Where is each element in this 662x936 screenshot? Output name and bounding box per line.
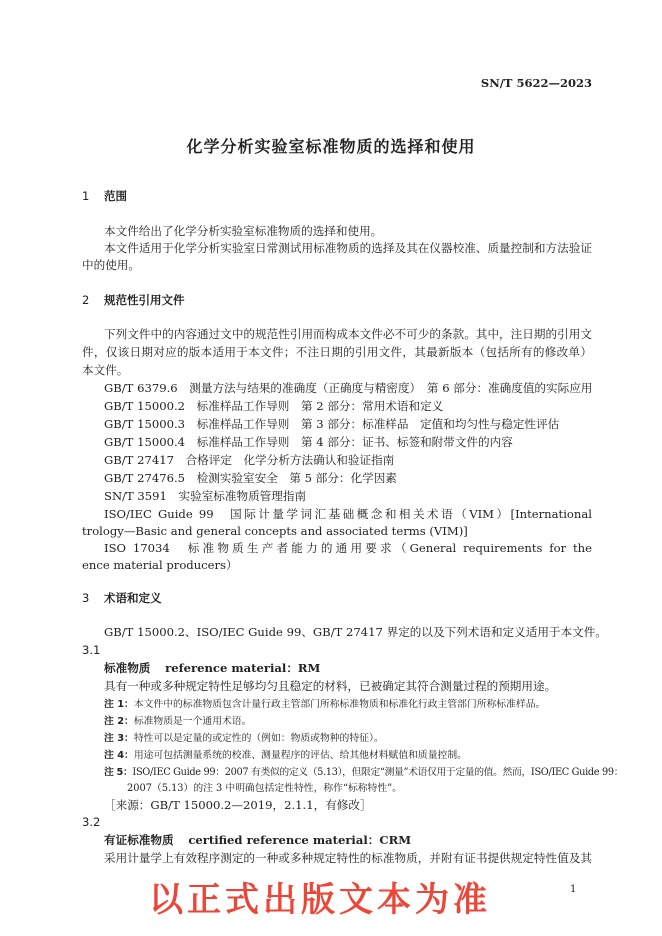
note-label: 注 1： <box>104 699 134 710</box>
paragraph-line: 本文件。 <box>82 363 129 377</box>
section-number: 1 <box>82 189 90 203</box>
paragraph-line: GB/T 15000.2、ISO/IEC Guide 99、GB/T 27417 界定的以及下列术语和定义适用于本文件。 <box>104 625 607 639</box>
note-5-continuation: 2007（5.13）的注 3 中明确包括定性特性，称作“标称特性”。 <box>127 783 402 794</box>
reference-item: ISO 17034 标准物质生产者能力的通用要求（General requirements for the <box>104 541 592 555</box>
term-heading <box>104 832 592 849</box>
reference-item-continuation: ence material producers） <box>82 558 238 572</box>
reference-item: GB/T 15000.3 标准样品工作导则 第 3 部分：标准样品 定值和均匀性与稳定性评估 <box>104 417 560 431</box>
term-en: reference material：RM <box>165 661 321 675</box>
note-2 <box>104 713 592 730</box>
term-source: ［来源：GB/T 15000.2—2019，2.1.1，有修改］ <box>104 798 372 812</box>
note-label: 注 2： <box>104 716 134 727</box>
section-2-heading <box>82 292 592 309</box>
paragraph-line: 下列文件中的内容通过文中的规范性引用而构成本文件必不可少的条款。其中，注日期的引用文 <box>104 327 592 341</box>
note-label: 注 5： <box>104 767 133 778</box>
note-1 <box>104 696 592 713</box>
note-text: 标准物质是一个通用术语。 <box>133 716 252 727</box>
term-en: certified reference material：CRM <box>188 833 412 847</box>
note-text: 本文件中的标准物质包含计量行政主管部门所称标准物质和标准化行政主管部门所称标准样品。 <box>133 699 546 710</box>
paragraph-line: 本文件给出了化学分析实验室标准物质的选择和使用。 <box>104 224 383 238</box>
note-text: 特性可以是定量的或定性的（例如：物质或物种的特征）。 <box>133 733 384 744</box>
reference-item: GB/T 27417 合格评定 化学分析方法确认和验证指南 <box>104 453 395 467</box>
reference-item: GB/T 27476.5 检测实验室安全 第 5 部分：化学因素 <box>104 471 397 485</box>
term-heading <box>104 660 592 677</box>
document-title: 化学分析实验室标准物质的选择和使用 <box>186 137 476 156</box>
term-zh: 有证标准物质 <box>104 833 174 847</box>
watermark: 以正式出版文本为准 <box>149 880 491 920</box>
note-5 <box>104 764 624 781</box>
reference-item-continuation: trology—Basic and general concepts and associated terms (VIM)] <box>82 524 468 538</box>
document-number: SN/T 5622—2023 <box>480 76 592 90</box>
reference-item: GB/T 6379.6 测量方法与结果的准确度（正确度与精密度） 第 6 部分：准确度值的实际应用 <box>104 381 593 395</box>
reference-item: GB/T 15000.4 标准样品工作导则 第 4 部分：证书、标签和附带文件的内容 <box>104 435 513 449</box>
note-3 <box>104 730 592 747</box>
section-title: 范围 <box>104 189 127 203</box>
section-title: 术语和定义 <box>104 591 162 605</box>
reference-item: GB/T 15000.2 标准样品工作导则 第 2 部分：常用术语和定义 <box>104 399 444 413</box>
section-number: 3 <box>82 591 90 605</box>
term-number: 3.1 <box>82 643 101 657</box>
note-label: 注 3： <box>104 733 134 744</box>
term-zh: 标准物质 <box>104 661 151 675</box>
page-number: 1 <box>570 884 577 895</box>
note-label: 注 4： <box>104 750 134 761</box>
paragraph-line: 件，仅该日期对应的版本适用于本文件；不注日期的引用文件，其最新版本（包括所有的修改单） <box>82 345 592 359</box>
note-text: ISO/IEC Guide 99：2007 有类似的定义（5.13），但限定“测量”术语仅用于定量的值。然而，ISO/IEC Guide 99： <box>132 767 624 778</box>
term-definition: 具有一种或多种规定特性足够均匀且稳定的材料，已被确定其符合测量过程的预期用途。 <box>104 679 557 693</box>
paragraph-line: 本文件适用于化学分析实验室日常测试用标准物质的选择及其在仪器校准、质量控制和方法验证 <box>104 241 592 255</box>
paragraph-line: 中的使用。 <box>82 258 140 272</box>
section-3-heading <box>82 590 592 607</box>
note-4 <box>104 747 592 764</box>
reference-item: ISO/IEC Guide 99 国际计量学词汇基础概念和相关术语（VIM）[International <box>104 507 592 521</box>
term-number: 3.2 <box>82 815 101 829</box>
section-title: 规范性引用文件 <box>104 293 185 307</box>
section-number: 2 <box>82 293 90 307</box>
note-text: 用途可包括测量系统的校准、测量程序的评估、给其他材料赋值和质量控制。 <box>133 750 467 761</box>
section-1-heading <box>82 188 592 205</box>
term-definition: 采用计量学上有效程序测定的一种或多种规定特性的标准物质，并附有证书提供规定特性值及其 <box>104 851 592 865</box>
reference-item: SN/T 3591 实验室标准物质管理指南 <box>104 489 307 503</box>
